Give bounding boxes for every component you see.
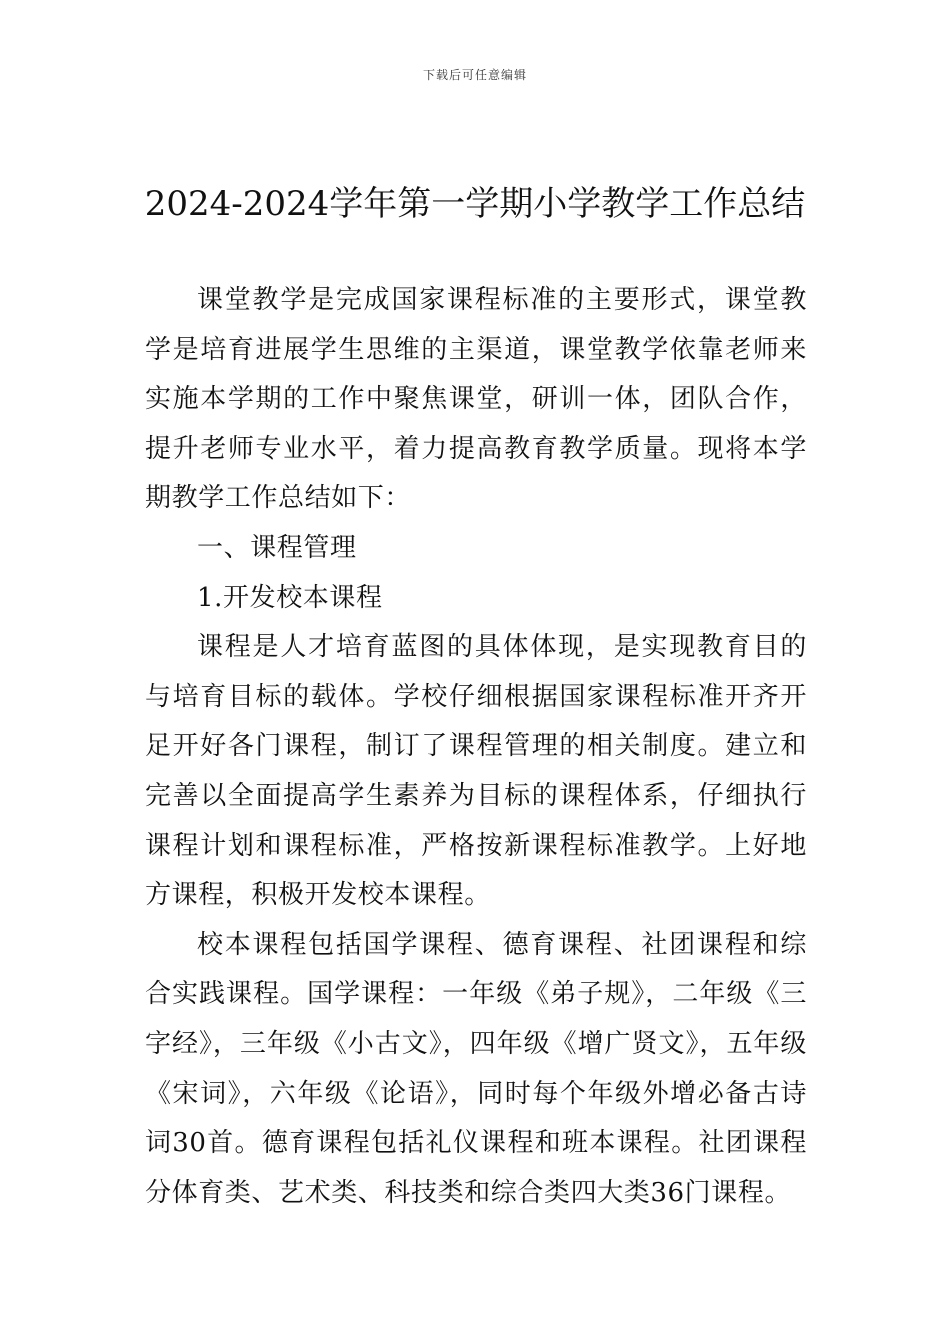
curriculum-paragraph: 课程是人才培育蓝图的具体体现，是实现教育目的与培育目标的载体。学校仔细根据国家课程标准开齐开足开好各门课程，制订了课程管理的相关制度。建立和完善以全面提高学生素养为目标的课程体系，仔细执行课程计划和课程标准，严格按新课程标准教学。上好地方课程，积极开发校本课程。 xyxy=(145,632,807,911)
document-title: 2024-2024学年第一学期小学教学工作总结 xyxy=(144,184,806,224)
intro-paragraph: 课堂教学是完成国家课程标准的主要形式，课堂教学是培育进展学生思维的主渠道，课堂教学依靠老师来实施本学期的工作中聚焦课堂，研训一体，团队合作，提升老师专业水平，着力提高教育教学质量。现将本学期教学工作总结如下： xyxy=(145,285,807,514)
section-heading-curriculum-management: 一、课程管理 xyxy=(197,532,357,563)
subsection-heading-school-curriculum: 1.开发校本课程 xyxy=(197,582,383,613)
school-curriculum-paragraph: 校本课程包括国学课程、德育课程、社团课程和综合实践课程。国学课程：一年级《弟子规》，二年级《三字经》，三年级《小古文》，四年级《增广贤文》，五年级《宋词》，六年级《论语》，同时每个年级外增必备古诗词30首。德育课程包括礼仪课程和班本课程。社团课程分体育类、艺术类、科技类和综合类四大类36门课程。 xyxy=(145,929,807,1208)
document-body xyxy=(145,276,807,1218)
header-note: 下载后可任意编辑 xyxy=(422,68,527,82)
